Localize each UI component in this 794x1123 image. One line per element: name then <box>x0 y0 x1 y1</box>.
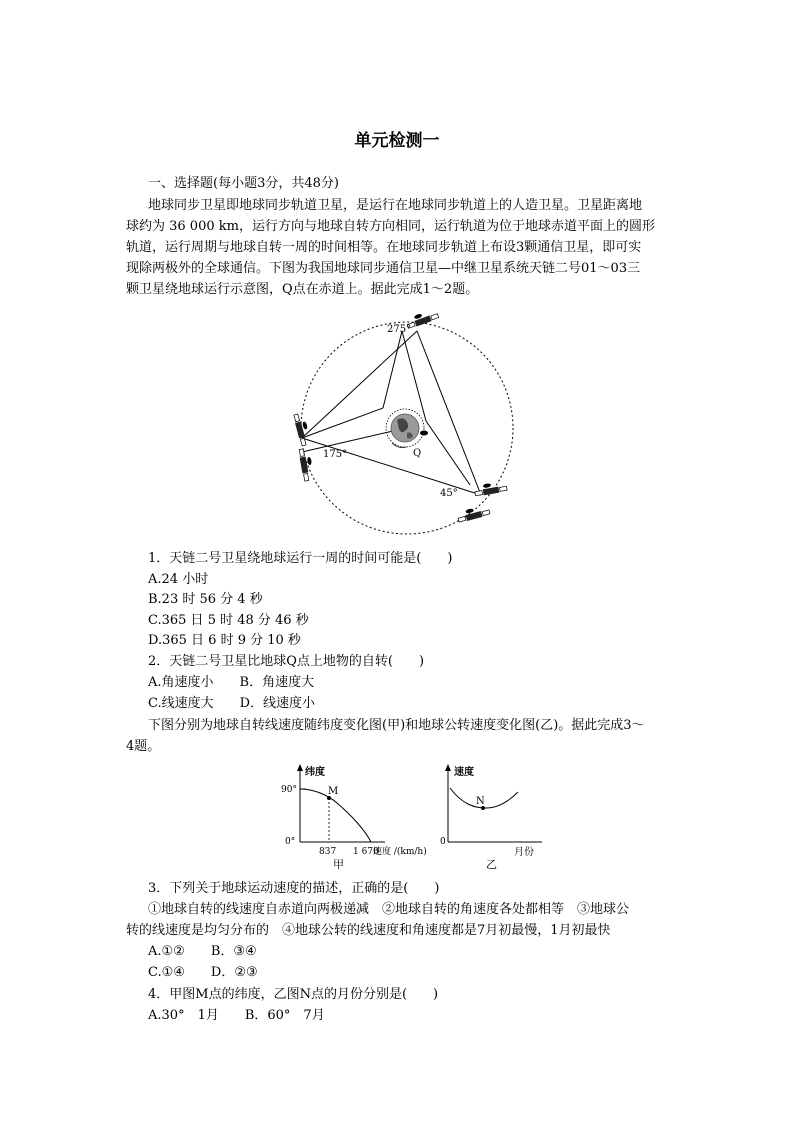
x-axis-label: 月份 <box>514 847 534 858</box>
page-title: 单元检测一 <box>354 131 440 151</box>
y-tick-90: 90° <box>281 785 297 795</box>
chart-yi <box>438 762 548 874</box>
intro2-line: 4题。 <box>126 739 161 754</box>
intro-line: 轨道，运行周期与地球自转一周的时间相等。在地球同步轨道上布设3颗通信卫星，即可实 <box>126 240 642 255</box>
section-heading: 一、选择题(每小题3分，共48分) <box>148 176 339 191</box>
y-axis-arrow <box>297 764 303 771</box>
angle-label-175: 175° <box>323 449 348 460</box>
point-m-label: M <box>328 786 339 797</box>
q1-option: A.24 小时 <box>148 572 209 587</box>
origin-label: 0 <box>440 837 446 847</box>
q4-options: A.30° 1月 B．60° 7月 <box>148 1008 325 1023</box>
x-tick-1670: 1 670 <box>353 847 379 857</box>
x-axis-label: 速度 /(km/h) <box>373 847 427 857</box>
q3-options: C.①④ D．②③ <box>148 965 258 980</box>
q3-options: A.①② B．③④ <box>148 944 257 959</box>
intro2-line: 下图分别为地球自转线速度随纬度变化图(甲)和地球公转速度变化图(乙)。据此完成3～ <box>148 718 645 733</box>
y-axis-label: 速度 <box>454 767 474 778</box>
q2-options: C.线速度大 D．线速度小 <box>148 696 316 711</box>
q2-options: A.角速度小 B．角速度大 <box>148 675 315 690</box>
q3-body: 转的线速度是均匀分布的 ④地球公转的线速度和角速度都是7月初最慢，1月初最快 <box>126 923 611 938</box>
q-label: Q <box>413 448 422 459</box>
satellite-icon <box>456 504 490 523</box>
satellite-icon <box>298 448 314 481</box>
intro-line: 地球同步卫星即地球同步轨道卫星，是运行在地球同步轨道上的人造卫星。卫星距离地 <box>148 198 643 213</box>
chart-caption-jia: 甲 <box>333 858 344 871</box>
q1-stem: 1．天链二号卫星绕地球运行一周的时间可能是( ) <box>148 551 453 566</box>
y-axis-arrow <box>445 764 451 771</box>
intro-line: 球约为 36 000 km，运行方向与地球自转方向相同，运行轨道为位于地球赤道平面上的圆形 <box>126 219 655 234</box>
satellite-icon <box>293 412 312 446</box>
q1-option: C.365 日 5 时 48 分 46 秒 <box>148 613 309 628</box>
q3-body: ①地球自转的线速度自赤道向两极递减 ②地球自转的角速度各处都相等 ③地球公 <box>148 902 630 917</box>
orbit-figure <box>280 305 530 545</box>
point-n-label: N <box>476 796 485 807</box>
q3-stem: 3．下列关于地球运动速度的描述，正确的是( ) <box>148 881 440 896</box>
q1-option: B.23 时 56 分 4 秒 <box>148 592 263 607</box>
x-tick-837: 837 <box>319 847 337 857</box>
y-tick-0: 0° <box>285 837 296 847</box>
signal-lines <box>302 331 481 495</box>
chart-caption-yi: 乙 <box>486 858 497 871</box>
angle-label-275: 275° <box>387 324 412 335</box>
q1-option: D.365 日 6 时 9 分 10 秒 <box>148 633 301 648</box>
y-axis-label: 纬度 <box>305 767 325 778</box>
earth-icon <box>386 409 428 447</box>
angle-label-45: 45° <box>440 488 458 499</box>
q2-stem: 2．天链二号卫星比地球Q点上地物的自转( ) <box>148 654 425 669</box>
chart-jia <box>275 762 445 874</box>
intro-line: 颗卫星绕地球运行示意图，Q点在赤道上。据此完成1～2题。 <box>126 282 479 297</box>
intro-line: 现除两极外的全球通信。下图为我国地球同步通信卫星—中继卫星系统天链二号01～03三 <box>126 261 641 276</box>
q4-stem: 4．甲图M点的纬度，乙图N点的月份分别是( ) <box>148 987 439 1002</box>
